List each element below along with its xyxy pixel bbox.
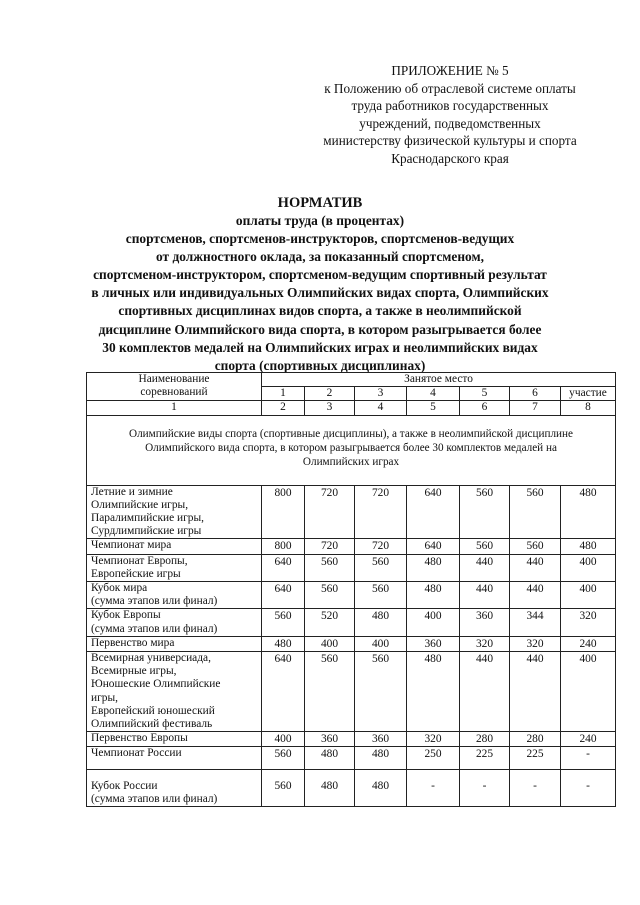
value-cell: 480 [355,747,407,769]
header-place-group: Занятое место [262,373,616,387]
header-place: 6 [510,387,561,401]
title-line: в личных или индивидуальных Олимпийских видах спорта, Олимпийских [91,285,549,301]
title-line: дисциплине Олимпийского вида спорта, в котором разыгрывается более [98,321,542,337]
value-cell: 560 [510,485,561,539]
title-line: от должностного оклада, за показанный спортсменом, [156,249,484,265]
value-cell: 225 [460,747,510,769]
header-place: 2 [305,387,355,401]
value-cell: 560 [460,539,510,554]
competition-name [87,747,262,769]
value-cell: 400 [561,582,616,609]
header-name-cell [87,373,262,401]
appendix-line: к Положению об отраслевой системе оплаты [324,80,576,96]
header-place: участие [561,387,616,401]
competition-name-line: Первенство Европы [91,732,188,745]
value-cell: 480 [407,582,460,609]
competition-name-line: (сумма этапов или финал) [91,595,218,608]
value-cell: 800 [262,485,305,539]
value-cell: 560 [305,582,355,609]
value-cell: 280 [510,732,561,747]
competition-name-line: Кубок Европы [91,609,161,622]
value-cell: 560 [262,769,305,806]
table-row [87,747,616,769]
header-place: 1 [262,387,305,401]
title-line: спортивных дисциплинах видов спорта, а также в неолимпийской [118,303,522,319]
value-cell: 250 [407,747,460,769]
appendix-line: Краснодарского края [391,150,509,166]
table-row [87,554,616,581]
value-cell: 240 [561,732,616,747]
competition-name-line: Олимпийский фестиваль [91,718,213,731]
competition-name-line: Чемпионат мира [91,539,172,552]
competition-name-line: Летние и зимние [91,485,173,498]
column-number: 5 [407,401,460,415]
value-cell: - [561,769,616,806]
value-cell: 560 [510,539,561,554]
value-cell: 400 [407,609,460,636]
competition-name-line: Всемирные игры, [91,665,177,678]
header-place: 4 [407,387,460,401]
value-cell: - [561,747,616,769]
value-cell: 280 [460,732,510,747]
value-cell: 480 [355,609,407,636]
value-cell: 640 [407,539,460,554]
competition-name [87,609,262,636]
column-number: 4 [355,401,407,415]
competition-name-line: Европейские игры [91,567,181,580]
value-cell: 560 [262,747,305,769]
value-cell: 440 [460,582,510,609]
column-number: 3 [305,401,355,415]
value-cell: 344 [510,609,561,636]
table-row [87,732,616,747]
value-cell: 560 [460,485,510,539]
table-row [87,485,616,539]
table-row [87,539,616,554]
value-cell: 240 [561,636,616,651]
title-line: оплаты труда (в процентах) [235,213,405,228]
value-cell: 480 [355,769,407,806]
value-cell: 440 [460,554,510,581]
table-row [87,582,616,609]
value-cell: 440 [510,652,561,732]
value-cell: 560 [355,582,407,609]
competition-name-line: Европейский юношеский [91,704,215,717]
value-cell: 440 [510,554,561,581]
value-cell: 400 [561,554,616,581]
value-cell: 480 [305,747,355,769]
competition-name-line: Всемирная универсиада, [91,652,211,665]
column-number-row [87,401,616,415]
competition-name [87,732,262,747]
value-cell: 400 [355,636,407,651]
title-line: спортсменом-инструктором, спортсменом-ведущим спортивный результат [93,267,547,283]
header-place: 3 [355,387,407,401]
value-cell: - [460,769,510,806]
value-cell: 520 [305,609,355,636]
norm-table [86,372,616,807]
header-name-line: Наименование [138,373,210,385]
table-row [87,609,616,636]
competition-name-line: Сурдлимпийские игры [91,525,202,538]
title-main: НОРМАТИВ [277,195,363,211]
column-number: 1 [87,401,262,415]
competition-name-line: Олимпийские игры, [91,498,189,511]
value-cell: 480 [305,769,355,806]
appendix-block [290,62,610,168]
value-cell: 560 [355,554,407,581]
value-cell: 720 [355,539,407,554]
value-cell: 480 [561,539,616,554]
competition-name-line: игры, [91,691,118,704]
value-cell: 360 [407,636,460,651]
value-cell: 480 [561,485,616,539]
value-cell: 720 [305,539,355,554]
header-name-line: соревнований [140,386,208,399]
table-row [87,652,616,732]
appendix-line: министерству физической культуры и спорта [323,133,577,149]
competition-name-line: (сумма этапов или финал) [91,622,218,635]
value-cell: 480 [262,636,305,651]
value-cell: 560 [305,554,355,581]
competition-name [87,769,262,806]
value-cell: - [407,769,460,806]
value-cell: 320 [407,732,460,747]
column-number: 7 [510,401,561,415]
section-line: Олимпийского вида спорта, в котором разыгрывается более 30 комплектов медалей на [145,441,557,454]
competition-name [87,582,262,609]
value-cell: 560 [305,652,355,732]
competition-name-line: Юношеские Олимпийские [91,678,221,691]
competition-name-line: Кубок России [91,779,158,792]
competition-name-line: Чемпионат России [91,747,182,760]
appendix-line: учреждений, подведомственных [359,115,541,131]
appendix-heading: ПРИЛОЖЕНИЕ № 5 [391,63,509,78]
section-line: Олимпийских играх [302,455,400,468]
value-cell: 320 [460,636,510,651]
value-cell: 400 [305,636,355,651]
competition-name-line: Первенство мира [91,636,175,649]
title-line: 30 комплектов медалей на Олимпийских играх и неолимпийских видах [102,339,538,355]
value-cell: 400 [262,732,305,747]
value-cell: 320 [510,636,561,651]
competition-name [87,539,262,554]
document-title [60,194,580,375]
value-cell: 440 [460,652,510,732]
column-number: 8 [561,401,616,415]
value-cell: 720 [355,485,407,539]
value-cell: 640 [262,582,305,609]
competition-name [87,554,262,581]
value-cell: 720 [305,485,355,539]
value-cell: 360 [355,732,407,747]
value-cell: 640 [407,485,460,539]
column-number: 2 [262,401,305,415]
header-place: 5 [460,387,510,401]
table-row [87,636,616,651]
section-line: Олимпийские виды спорта (спортивные дисциплины), а также в неолимпийской дисциплине [129,427,573,440]
column-number: 6 [460,401,510,415]
competition-name-line: Чемпионат Европы, [91,554,188,567]
table-row [87,769,616,806]
header-row [87,373,616,387]
value-cell: 360 [460,609,510,636]
appendix-line: труда работников государственных [351,98,549,114]
competition-name [87,636,262,651]
value-cell: 560 [262,609,305,636]
competition-name-line: (сумма этапов или финал) [91,792,218,805]
value-cell: 640 [262,652,305,732]
value-cell: 560 [355,652,407,732]
value-cell: 400 [561,652,616,732]
section-heading [87,415,616,485]
competition-name [87,652,262,732]
value-cell: 480 [407,554,460,581]
section-row [87,415,616,485]
competition-name [87,485,262,539]
value-cell: 440 [510,582,561,609]
value-cell: - [510,769,561,806]
value-cell: 800 [262,539,305,554]
value-cell: 480 [407,652,460,732]
value-cell: 320 [561,609,616,636]
competition-name-line: Кубок мира [91,582,148,595]
title-line: спорта (спортивных дисциплинах) [214,357,426,373]
title-line: спортсменов, спортсменов-инструкторов, спортсменов-ведущих [125,231,515,247]
value-cell: 225 [510,747,561,769]
value-cell: 360 [305,732,355,747]
value-cell: 640 [262,554,305,581]
competition-name-line: Паралимпийские игры, [91,512,204,525]
